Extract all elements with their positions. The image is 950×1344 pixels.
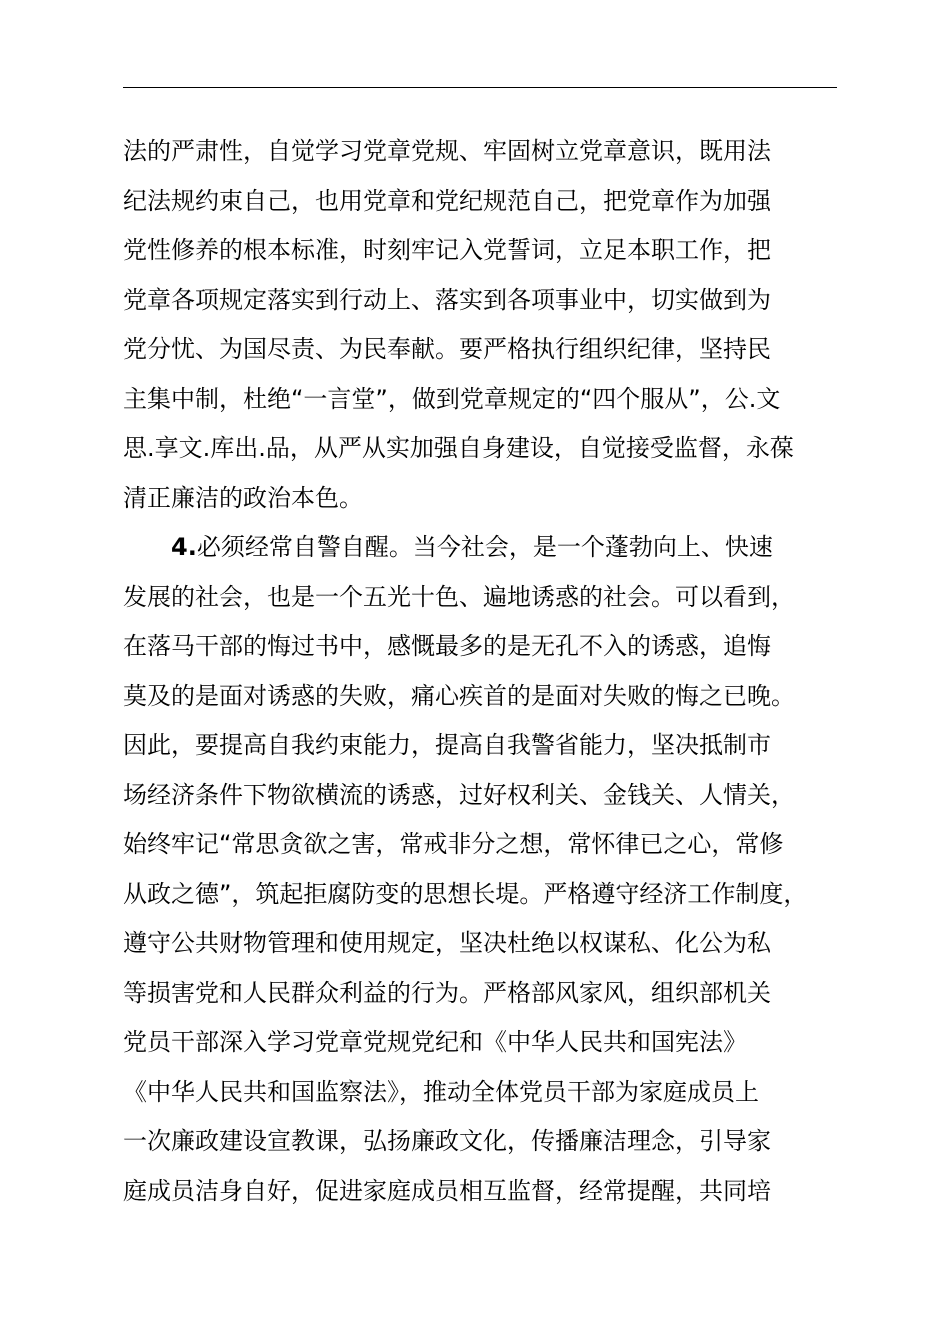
text-line: 在落马干部的悔过书中，感慨最多的是无孔不入的诱惑，追悔: [123, 632, 771, 660]
text-line: 党章各项规定落实到行动上、落实到各项事业中，切实做到为: [123, 285, 771, 314]
text-line: 党员干部深入学习党章党规党纪和《中华人民共和国宪法》: [123, 1028, 747, 1056]
section-number: 4.: [171, 533, 197, 561]
text-line: 遵守公共财物管理和使用规定，坚决杜绝以权谋私、化公为私: [123, 929, 771, 957]
text-line: 思.享文.库出.品，从严从实加强自身建设，自觉接受监督，永葆: [123, 434, 794, 462]
text-line: 法的严肃性，自觉学习党章党规、牢固树立党章意识，既用法: [123, 137, 771, 165]
text-line: 主集中制，杜绝“一言堂”，做到党章规定的“四个服从”，公.文: [123, 384, 781, 413]
text-line: 党性修养的根本标准，时刻牢记入党誓词，立足本职工作，把: [123, 236, 771, 264]
body-text: [123, 127, 863, 1216]
section-heading-text: 必须经常自警自醒。当今社会，是一个蓬勃向上、快速: [196, 533, 773, 561]
text-line: 党分忧、为国尽责、为民奉献。要严格执行组织纪律，坚持民: [123, 335, 771, 363]
text-line: 清正廉洁的政治本色。: [123, 483, 363, 512]
text-line: 等损害党和人民群众利益的行为。严格部风家风，组织部机关: [123, 978, 771, 1007]
text-line: 《中华人民共和国监察法》，推动全体党员干部为家庭成员上: [123, 1077, 759, 1106]
text-line: 莫及的是面对诱惑的失败，痛心疾首的是面对失败的悔之已晚。: [123, 681, 795, 710]
text-line: 庭成员洁身自好，促进家庭成员相互监督，经常提醒，共同培: [123, 1176, 771, 1205]
text-line: 一次廉政建设宣教课，弘扬廉政文化，传播廉洁理念，引导家: [123, 1127, 771, 1155]
text-line: 发展的社会，也是一个五光十色、遍地诱惑的社会。可以看到，: [123, 582, 795, 611]
text-line: 因此，要提高自我约束能力，提高自我警省能力，坚决抵制市: [123, 731, 771, 759]
text-line-section-4: [123, 523, 863, 573]
text-line: 场经济条件下物欲横流的诱惑，过好权利关、金钱关、人情关，: [123, 780, 795, 809]
header-rule: [123, 87, 837, 88]
text-line: 纪法规约束自己，也用党章和党纪规范自己，把党章作为加强: [123, 186, 771, 215]
text-line: 始终牢记“常思贪欲之害，常戒非分之想，常怀律已之心，常修: [123, 830, 784, 858]
text-line: 从政之德”，筑起拒腐防变的思想长堤。严格遵守经济工作制度，: [123, 879, 808, 908]
